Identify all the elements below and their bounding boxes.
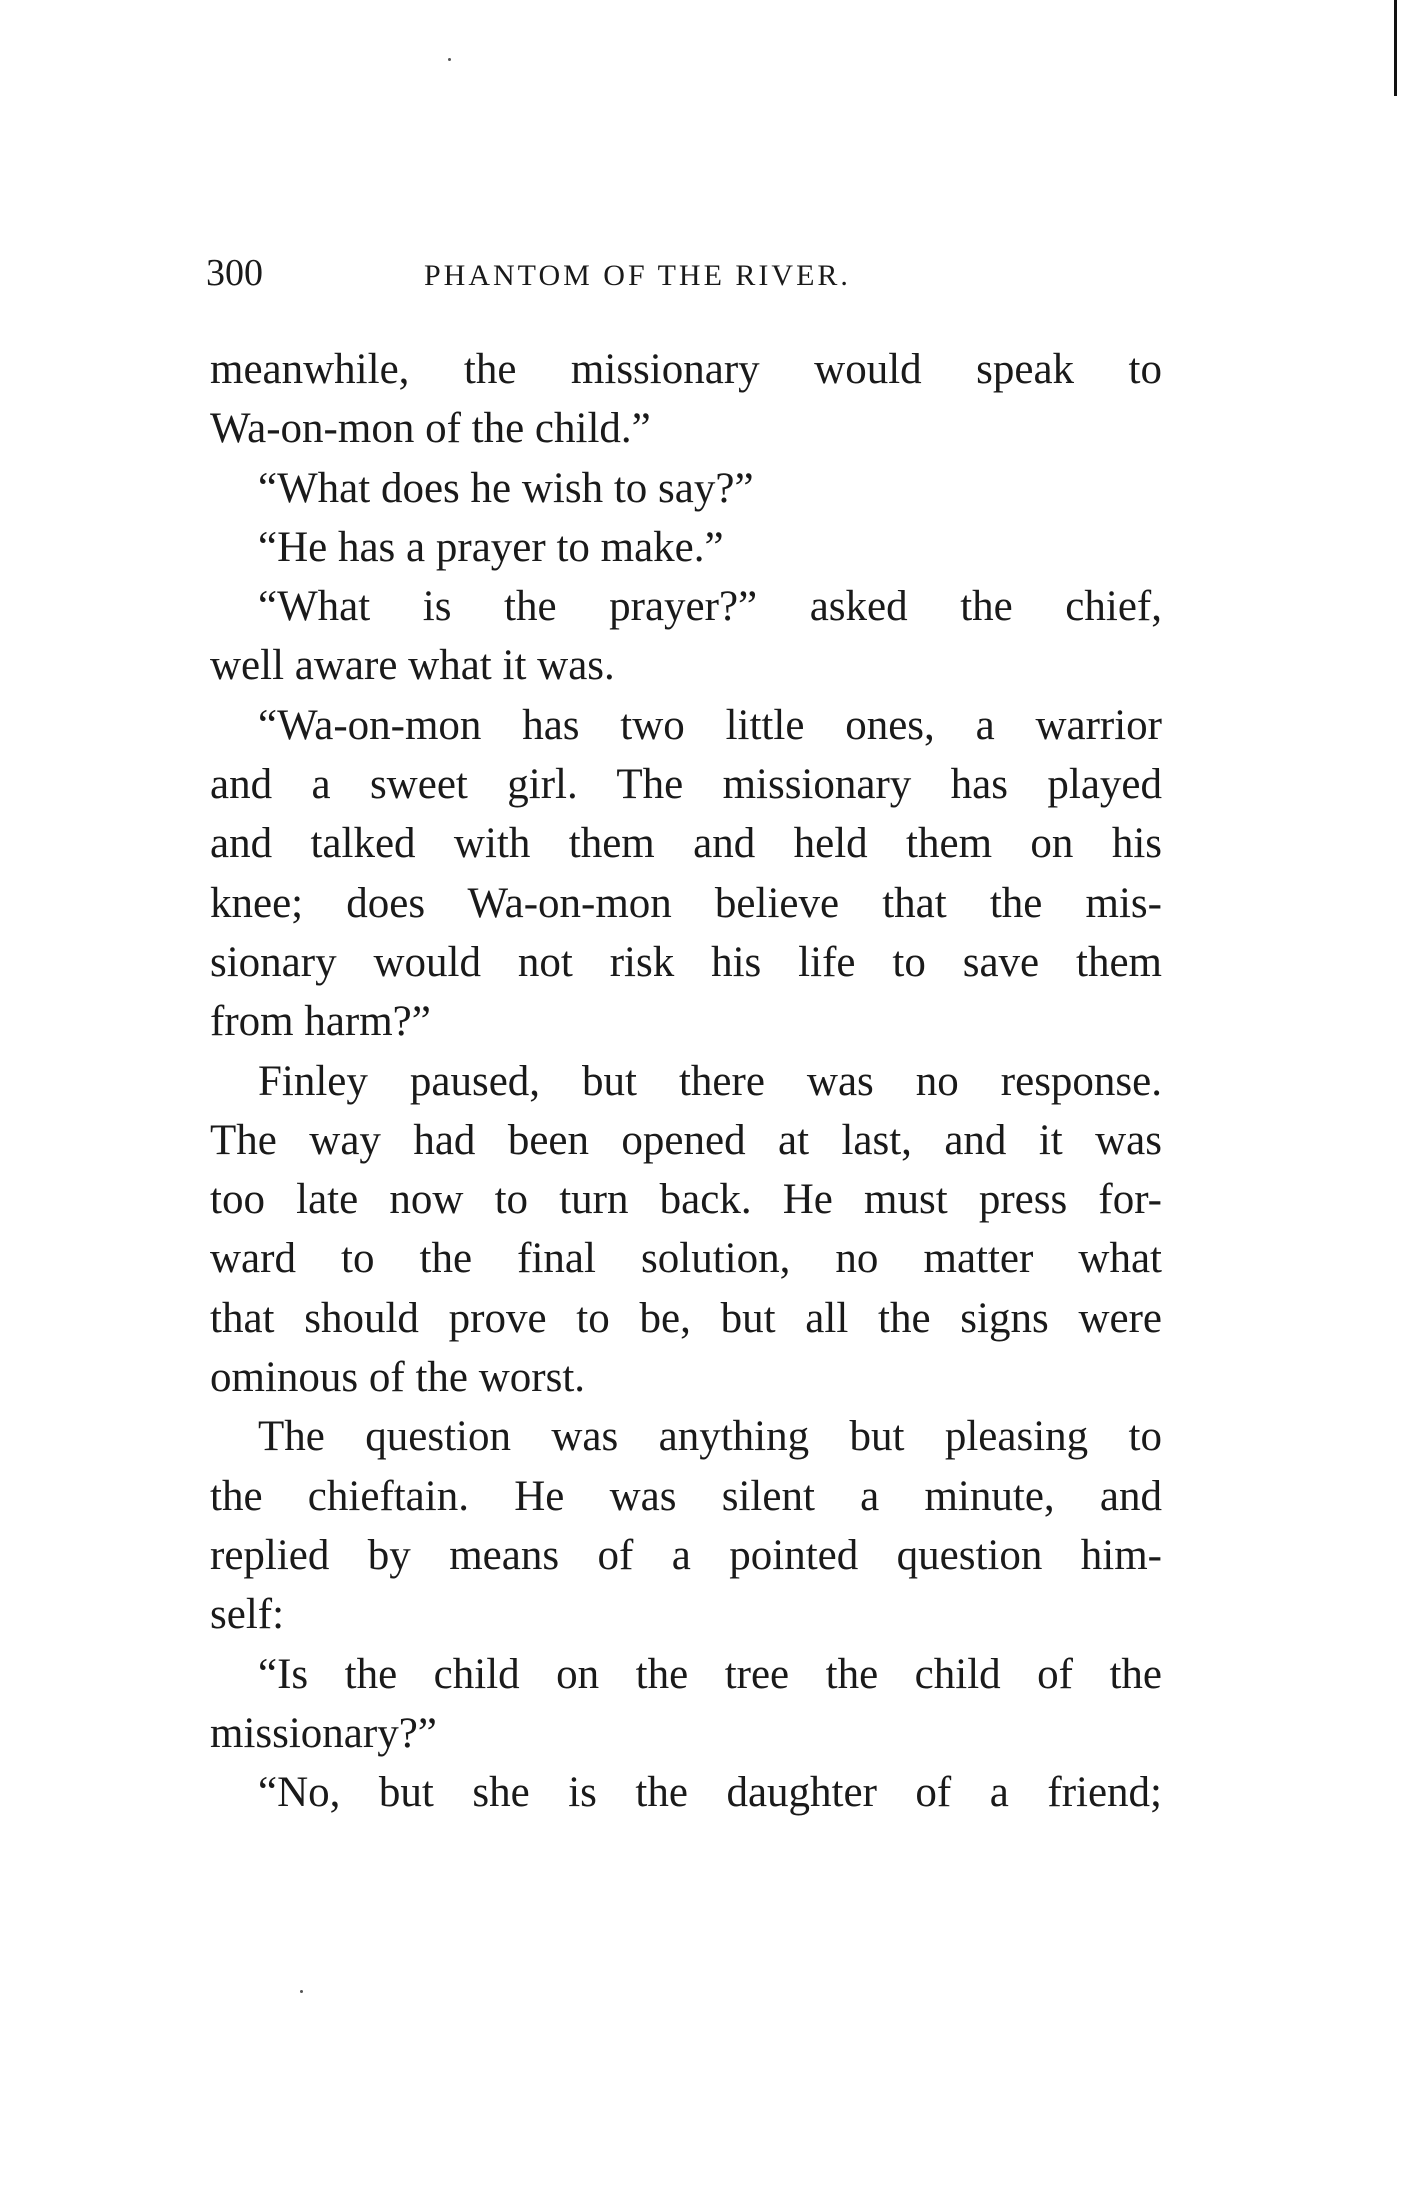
- text-line: sionary would not risk his life to save them: [210, 938, 1162, 986]
- running-head: PHANTOM OF THE RIVER.: [424, 259, 851, 292]
- text-line: “What is the prayer?” asked the chief,: [258, 583, 1162, 631]
- text-line: that should prove to be, but all the signs were: [210, 1294, 1162, 1342]
- text-line: “No, but she is the daughter of a friend;: [258, 1769, 1162, 1817]
- text-line: Wa-on-mon of the child.”: [210, 405, 651, 453]
- text-line: self:: [210, 1591, 285, 1639]
- text-line: the chieftain. He was silent a minute, and: [210, 1472, 1162, 1520]
- text-line: “Wa-on-mon has two little ones, a warrior: [258, 701, 1162, 749]
- text-line: and a sweet girl. The missionary has played: [210, 761, 1162, 809]
- text-line: too late now to turn back. He must press for-: [210, 1176, 1162, 1224]
- page-number: 300: [206, 252, 263, 294]
- text-line: “He has a prayer to make.”: [258, 523, 724, 571]
- page-header: [206, 248, 1166, 298]
- scan-speck: [448, 58, 451, 61]
- text-line: from harm?”: [210, 998, 431, 1046]
- text-line: The way had been opened at last, and it was: [210, 1116, 1162, 1164]
- scan-speck: [300, 1990, 303, 1993]
- text-line: ward to the final solution, no matter what: [210, 1235, 1162, 1283]
- text-line: The question was anything but pleasing to: [258, 1413, 1162, 1461]
- scan-edge-mark: [1394, 0, 1397, 96]
- text-line: “Is the child on the tree the child of the: [258, 1650, 1162, 1698]
- text-line: ominous of the worst.: [210, 1354, 586, 1402]
- text-line: “What does he wish to say?”: [258, 464, 754, 512]
- text-line: meanwhile, the missionary would speak to: [210, 346, 1162, 393]
- text-line: knee; does Wa-on-mon believe that the mis-: [210, 879, 1162, 927]
- text-line: Finley paused, but there was no response.: [258, 1057, 1162, 1105]
- text-line: and talked with them and held them on his: [210, 820, 1162, 868]
- body-text: [210, 340, 1162, 1822]
- text-line: missionary?”: [210, 1709, 437, 1757]
- text-line: well aware what it was.: [210, 642, 615, 690]
- text-line: replied by means of a pointed question him-: [210, 1531, 1162, 1579]
